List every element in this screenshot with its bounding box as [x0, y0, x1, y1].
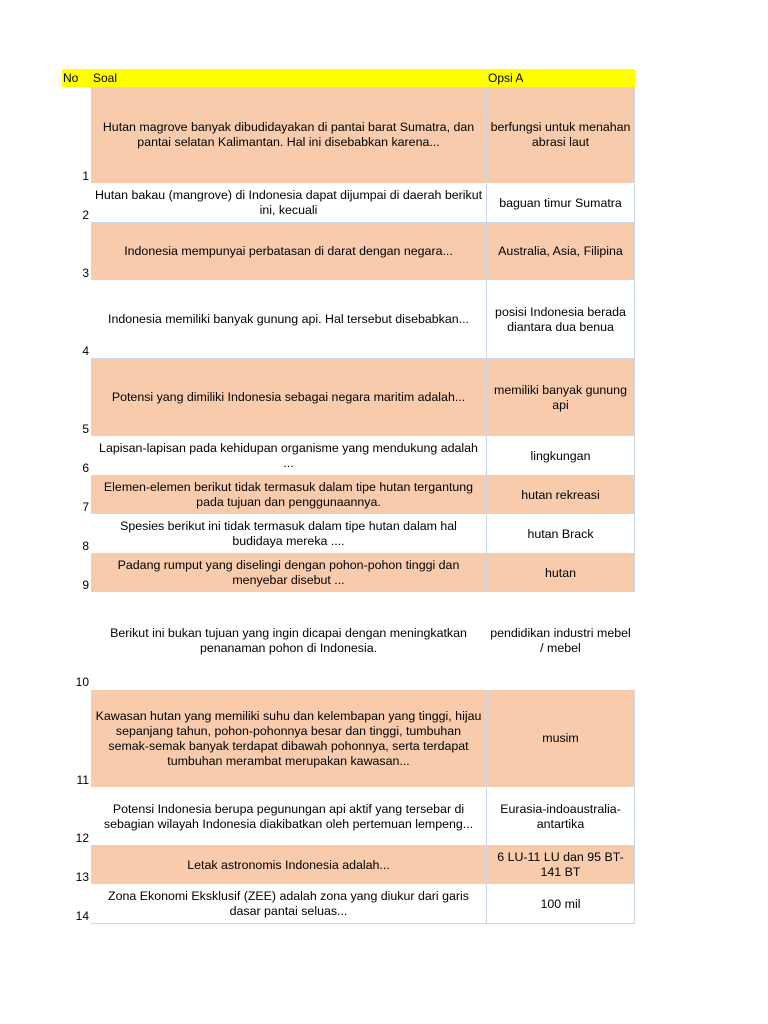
question-cell[interactable]: Hutan magrove banyak dibudidayakan di pantai barat Sumatra, dan pantai selatan Kalimantan. Hal ini disebabkan karena...: [91, 87, 487, 184]
table-row: [62, 690, 635, 788]
row-number[interactable]: 10: [62, 593, 91, 690]
option-a-cell[interactable]: baguan timur Sumatra: [487, 184, 635, 223]
row-number[interactable]: 8: [62, 515, 91, 554]
row-number[interactable]: 13: [62, 846, 91, 885]
row-number[interactable]: 3: [62, 223, 91, 281]
row-number[interactable]: 1: [62, 87, 91, 184]
table-row: [62, 359, 635, 437]
question-cell[interactable]: Letak astronomis Indonesia adalah...: [91, 846, 487, 885]
table-row: [62, 184, 635, 223]
table-row: [62, 281, 635, 359]
header-row: [62, 69, 635, 87]
question-cell[interactable]: Elemen-elemen berikut tidak termasuk dalam tipe hutan tergantung pada tujuan dan penggunaannya.: [91, 476, 487, 515]
question-cell[interactable]: Potensi yang dimiliki Indonesia sebagai negara maritim adalah...: [91, 359, 487, 437]
row-number[interactable]: 4: [62, 281, 91, 359]
question-cell[interactable]: Indonesia memiliki banyak gunung api. Hal tersebut disebabkan...: [91, 281, 487, 359]
option-a-cell[interactable]: musim: [487, 690, 635, 788]
option-a-cell[interactable]: hutan Brack: [487, 515, 635, 554]
question-cell[interactable]: Hutan bakau (mangrove) di Indonesia dapat dijumpai di daerah berikut ini, kecuali: [91, 184, 487, 223]
table-row: [62, 593, 635, 690]
row-number[interactable]: 14: [62, 885, 91, 924]
table-row: [62, 788, 635, 846]
option-a-cell[interactable]: lingkungan: [487, 437, 635, 476]
option-a-cell[interactable]: berfungsi untuk menahan abrasi laut: [487, 87, 635, 184]
table-row: [62, 87, 635, 184]
option-a-cell[interactable]: Australia, Asia, Filipina: [487, 223, 635, 281]
column-header-no[interactable]: No: [63, 71, 79, 85]
question-cell[interactable]: Berikut ini bukan tujuan yang ingin dicapai dengan meningkatkan penanaman pohon di Indonesia.: [91, 593, 487, 690]
question-cell[interactable]: Padang rumput yang diselingi dengan pohon-pohon tinggi dan menyebar disebut ...: [91, 554, 487, 593]
option-a-cell[interactable]: 6 LU-11 LU dan 95 BT-141 BT: [487, 846, 635, 885]
table-row: [62, 476, 635, 515]
row-number[interactable]: 2: [62, 184, 91, 223]
table-row: [62, 885, 635, 924]
table-row: [62, 846, 635, 885]
question-cell[interactable]: Spesies berikut ini tidak termasuk dalam tipe hutan dalam hal budidaya mereka ....: [91, 515, 487, 554]
table-row: [62, 437, 635, 476]
row-number[interactable]: 6: [62, 437, 91, 476]
option-a-cell[interactable]: pendidikan industri mebel / mebel: [487, 593, 635, 690]
option-a-cell[interactable]: hutan: [487, 554, 635, 593]
table-row: [62, 554, 635, 593]
option-a-cell[interactable]: 100 mil: [487, 885, 635, 924]
row-number[interactable]: 7: [62, 476, 91, 515]
question-cell[interactable]: Lapisan-lapisan pada kehidupan organisme yang mendukung adalah ...: [91, 437, 487, 476]
column-header-soal[interactable]: Soal: [93, 71, 118, 85]
option-a-cell[interactable]: posisi Indonesia berada diantara dua benua: [487, 281, 635, 359]
row-number[interactable]: 5: [62, 359, 91, 437]
row-number[interactable]: 11: [62, 690, 91, 788]
option-a-cell[interactable]: Eurasia-indoaustralia-antartika: [487, 788, 635, 846]
table-row: [62, 223, 635, 281]
row-number[interactable]: 12: [62, 788, 91, 846]
option-a-cell[interactable]: memiliki banyak gunung api: [487, 359, 635, 437]
column-header-opsi-a[interactable]: Opsi A: [488, 71, 524, 85]
question-cell[interactable]: Potensi Indonesia berupa pegunungan api aktif yang tersebar di sebagian wilayah Indonesia diakibatkan oleh pertemuan lempeng...: [91, 788, 487, 846]
question-cell[interactable]: Kawasan hutan yang memiliki suhu dan kelembapan yang tinggi, hijau sepanjang tahun, pohon-pohonnya besar dan tinggi, tumbuhan semak-semak banyak terdapat dibawah pohonnya, serta terdapat tumbuhan merambat merupakan kawasan...: [91, 690, 487, 788]
option-a-cell[interactable]: hutan rekreasi: [487, 476, 635, 515]
row-number[interactable]: 9: [62, 554, 91, 593]
spreadsheet-table: [62, 69, 635, 924]
question-cell[interactable]: Indonesia mempunyai perbatasan di darat dengan negara...: [91, 223, 487, 281]
question-cell[interactable]: Zona Ekonomi Eksklusif (ZEE) adalah zona yang diukur dari garis dasar pantai seluas...: [91, 885, 487, 924]
table-row: [62, 515, 635, 554]
